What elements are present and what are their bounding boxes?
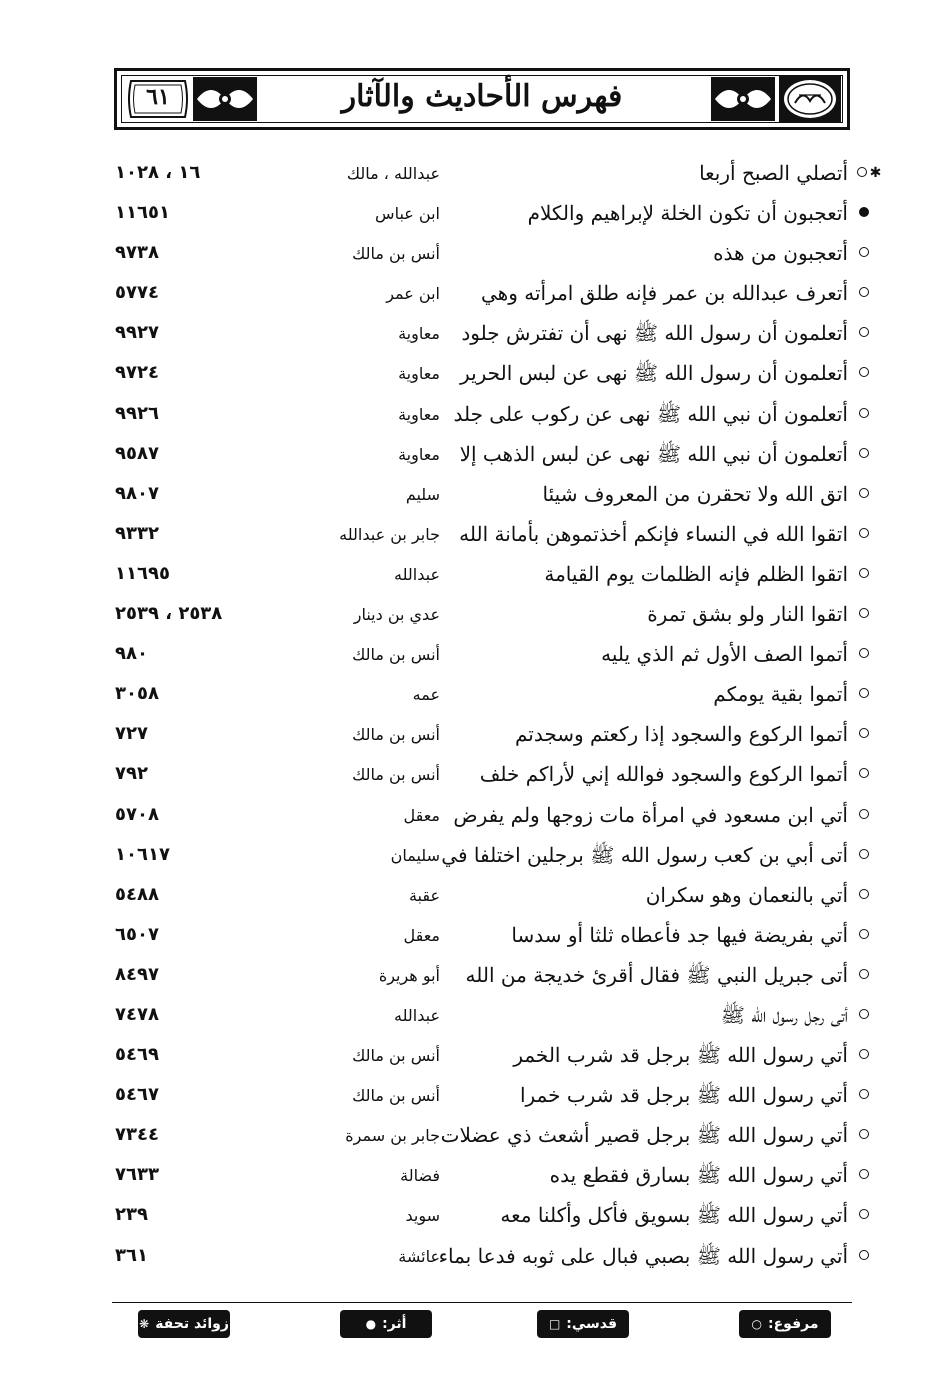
hadith-text: أتي رسول الله ﷺ برجل قد شرب خمرا (519, 1083, 848, 1108)
hadith-text: أتعلمون أن نبي الله ﷺ نهى عن ركوب على جلد (453, 401, 848, 426)
hadith-numbers: ٩٧٣٨ (115, 242, 159, 264)
narrator: أبو هريرة (378, 965, 440, 985)
narrator: جابر بن سمرة (345, 1126, 440, 1146)
star-icon: ❋ (139, 1317, 150, 1331)
hadith-text: أتي رسول الله ﷺ بسويق فأكل وأكلنا معه (500, 1203, 848, 1228)
hadith-text: أتي بفريضة فيها جد فأعطاه ثلثا أو سدسا (511, 922, 848, 947)
circle-icon (858, 849, 870, 861)
index-entry-row (0, 1199, 944, 1239)
index-entry-row (0, 638, 944, 678)
narrator: جابر بن عبدالله (339, 524, 440, 544)
index-entry-row (0, 919, 944, 959)
star-icon: ✱ (854, 167, 884, 179)
index-entry-row (0, 197, 944, 237)
hadith-text: أتي ابن مسعود في امرأة مات زوجها ولم يفرض (453, 802, 848, 827)
circle-icon (858, 929, 870, 941)
legend-qudsi (537, 1310, 629, 1338)
hadith-text: أتي رسول الله ﷺ برجل قد شرب الخمر (513, 1043, 848, 1068)
hadith-text: اتق الله ولا تحقرن من المعروف شيئا (542, 481, 848, 506)
circle-icon: ○ (751, 1317, 762, 1331)
hadith-text: أتعلمون أن رسول الله ﷺ نهى أن تفترش جلود (461, 321, 848, 346)
circle-icon (858, 488, 870, 500)
hadith-numbers: ٩٩٢٧ (115, 322, 159, 344)
index-entry-row (0, 398, 944, 438)
circle-icon (858, 889, 870, 901)
index-entry-row (0, 1119, 944, 1159)
narrator: عائشة (398, 1246, 440, 1266)
legend-athar (340, 1310, 432, 1338)
narrator: معقل (403, 925, 440, 945)
hadith-numbers: ٥٤٨٨ (115, 883, 159, 905)
legend-athar-label: أثر: (382, 1316, 407, 1332)
ornament-left-icon (193, 77, 257, 121)
index-entry-row (0, 1039, 944, 1079)
hadith-text: أتموا الركوع والسجود فوالله إني لأراكم خلف (479, 762, 848, 787)
hadith-numbers: ٧٩٢ (115, 763, 148, 785)
index-entry-row (0, 357, 944, 397)
circle-icon (858, 768, 870, 780)
hadith-numbers: ٢٥٣٨ ، ٢٥٣٩ (115, 603, 223, 625)
narrator: عقبة (408, 885, 440, 905)
circle-icon (858, 1049, 870, 1061)
legend-zawaid-label: زوائد تحفة (155, 1316, 229, 1332)
index-entry-row (0, 237, 944, 277)
narrator: عبدالله (394, 564, 440, 584)
narrator: أنس بن مالك (352, 645, 440, 665)
hadith-text: أتي رسول الله ﷺ بصبي فبال على ثوبه فدعا بماء (438, 1243, 848, 1268)
hadith-numbers: ٦٥٠٧ (115, 923, 159, 945)
index-entries-list (0, 157, 944, 1280)
dot-icon (858, 207, 870, 219)
hadith-text: أتى أبي بن كعب رسول الله ﷺ برجلين اختلفا في (441, 842, 848, 867)
circle-icon (858, 367, 870, 379)
hadith-text: أتي بالنعمان وهو سكران (645, 882, 848, 907)
hadith-numbers: ١١٦٩٥ (115, 562, 170, 584)
hadith-numbers: ٨٤٩٧ (115, 963, 159, 985)
page-number: ٦١ (146, 84, 170, 110)
index-entry-row (0, 518, 944, 558)
hadith-text: أتموا بقية يومكم (713, 682, 848, 707)
circle-icon (858, 1129, 870, 1141)
circle-icon (858, 568, 870, 580)
hadith-text: أتصلي الصبح أربعا (699, 161, 848, 185)
hadith-numbers: ٣٦١ (115, 1244, 148, 1266)
hadith-numbers: ٥٤٦٩ (115, 1044, 159, 1066)
narrator: معقل (403, 805, 440, 825)
hadith-numbers: ٢٣٩ (115, 1204, 148, 1226)
hadith-numbers: ٩٣٣٢ (115, 522, 159, 544)
legend-marfu-label: مرفوع: (768, 1316, 819, 1332)
index-entry-row (0, 678, 944, 718)
hadith-text: أتعرف عبدالله بن عمر فإنه طلق امرأته وهي (480, 281, 848, 306)
circle-icon (858, 608, 870, 620)
hadith-text: أتعلمون أن نبي الله ﷺ نهى عن لبس الذهب إلا (459, 441, 848, 466)
hadith-text: أتعجبون أن تكون الخلة لإبراهيم والكلام (527, 201, 848, 226)
narrator: أنس بن مالك (352, 244, 440, 264)
circle-icon (858, 728, 870, 740)
dot-icon: ● (365, 1317, 377, 1331)
narrator: سويد (405, 1206, 440, 1226)
narrator: معاوية (398, 444, 440, 464)
circle-icon (858, 287, 870, 299)
hadith-numbers: ٩٨٠٧ (115, 482, 159, 504)
narrator: ابن عباس (375, 204, 440, 224)
narrator: عمه (412, 685, 440, 705)
circle-icon (858, 448, 870, 460)
legend-marfu (739, 1310, 831, 1338)
circle-icon (858, 809, 870, 821)
circle-icon (858, 1250, 870, 1262)
index-entry-row (0, 758, 944, 798)
index-entry-row (0, 558, 944, 598)
hadith-text: أتموا الركوع والسجود إذا ركعتم وسجدتم (514, 722, 848, 747)
hadith-numbers: ٧٣٤٤ (115, 1124, 159, 1146)
index-entry-row (0, 839, 944, 879)
hadith-text: أتى رجل رسول الله ﷺ (720, 1002, 848, 1027)
index-entry-row (0, 277, 944, 317)
page-title: فهرس الأحاديث والآثار (341, 79, 623, 114)
hadith-text: أتي رسول الله ﷺ برجل قصير أشعث ذي عضلات (440, 1123, 848, 1148)
narrator: أنس بن مالك (352, 1086, 440, 1106)
footer-rule (112, 1302, 852, 1303)
narrator: فضالة (400, 1166, 440, 1186)
narrator: أنس بن مالك (352, 1046, 440, 1066)
circle-icon (858, 327, 870, 339)
index-entry-row (0, 157, 944, 197)
hadith-numbers: ١٦ ، ١٠٢٨ (115, 162, 201, 183)
narrator: معاوية (398, 324, 440, 344)
hadith-numbers: ١٠٦١٧ (115, 843, 170, 865)
narrator: أنس بن مالك (352, 765, 440, 785)
circle-icon (858, 688, 870, 700)
narrator: أنس بن مالك (352, 725, 440, 745)
hadith-text: أتموا الصف الأول ثم الذي يليه (601, 642, 848, 667)
hadith-text: أتى جبريل النبي ﷺ فقال أقرئ خديجة من الله (465, 962, 848, 987)
circle-icon (858, 247, 870, 259)
narrator: عدي بن دينار (353, 605, 440, 625)
narrator: ابن عمر (386, 284, 440, 304)
hadith-numbers: ٣٠٥٨ (115, 683, 159, 705)
hadith-numbers: ٥٧٠٨ (115, 803, 159, 825)
circle-icon (858, 1009, 870, 1021)
narrator: سليم (405, 484, 440, 504)
index-entry-row (0, 799, 944, 839)
narrator: معاوية (398, 404, 440, 424)
hadith-text: اتقوا الظلم فإنه الظلمات يوم القيامة (544, 561, 848, 586)
hadith-numbers: ٩٧٢٤ (115, 362, 159, 384)
hadith-numbers: ٧٦٣٣ (115, 1164, 159, 1186)
square-icon: □ (548, 1317, 561, 1331)
index-entry-row (0, 478, 944, 518)
hadith-text: اتقوا النار ولو بشق تمرة (647, 602, 848, 627)
circle-icon (858, 648, 870, 660)
hadith-numbers: ٩٨٠ (115, 643, 148, 665)
circle-icon (858, 969, 870, 981)
hadith-text: أتعجبون من هذه (713, 241, 848, 266)
hadith-numbers: ٧٢٧ (115, 723, 148, 745)
index-entry-row (0, 598, 944, 638)
hadith-text: أتعلمون أن رسول الله ﷺ نهى عن لبس الحرير (460, 361, 848, 386)
hadith-text: اتقوا الله في النساء فإنكم أخذتموهن بأمانة الله (459, 521, 848, 546)
narrator: سليمان (390, 845, 440, 865)
circle-icon (858, 1209, 870, 1221)
index-entry-row (0, 1240, 944, 1280)
hadith-numbers: ٧٤٧٨ (115, 1003, 159, 1025)
legend-zawaid (138, 1310, 230, 1338)
circle-icon (858, 1089, 870, 1101)
index-entry-row (0, 718, 944, 758)
index-entry-row (0, 959, 944, 999)
hadith-numbers: ٩٥٨٧ (115, 442, 159, 464)
hadith-numbers: ١١٦٥١ (115, 202, 170, 224)
index-entry-row (0, 879, 944, 919)
narrator: معاوية (398, 364, 440, 384)
circle-icon (858, 408, 870, 420)
index-entry-row (0, 317, 944, 357)
index-entry-row (0, 1159, 944, 1199)
ornament-right-icon (711, 77, 775, 121)
hadith-numbers: ٥٤٦٧ (115, 1084, 159, 1106)
hadith-numbers: ٥٧٧٤ (115, 282, 159, 304)
index-entry-row (0, 1079, 944, 1119)
hadith-numbers: ٩٩٢٦ (115, 402, 159, 424)
page-header-frame (114, 68, 850, 130)
book-seal-icon (779, 75, 841, 123)
narrator: عبدالله ، مالك (346, 164, 440, 183)
circle-icon (858, 528, 870, 540)
legend-qudsi-label: قدسي: (566, 1316, 618, 1332)
hadith-text: أتي رسول الله ﷺ بسارق فقطع يده (549, 1163, 848, 1188)
index-entry-row (0, 999, 944, 1039)
circle-icon (858, 1169, 870, 1181)
index-entry-row (0, 438, 944, 478)
narrator: عبدالله (394, 1005, 440, 1025)
